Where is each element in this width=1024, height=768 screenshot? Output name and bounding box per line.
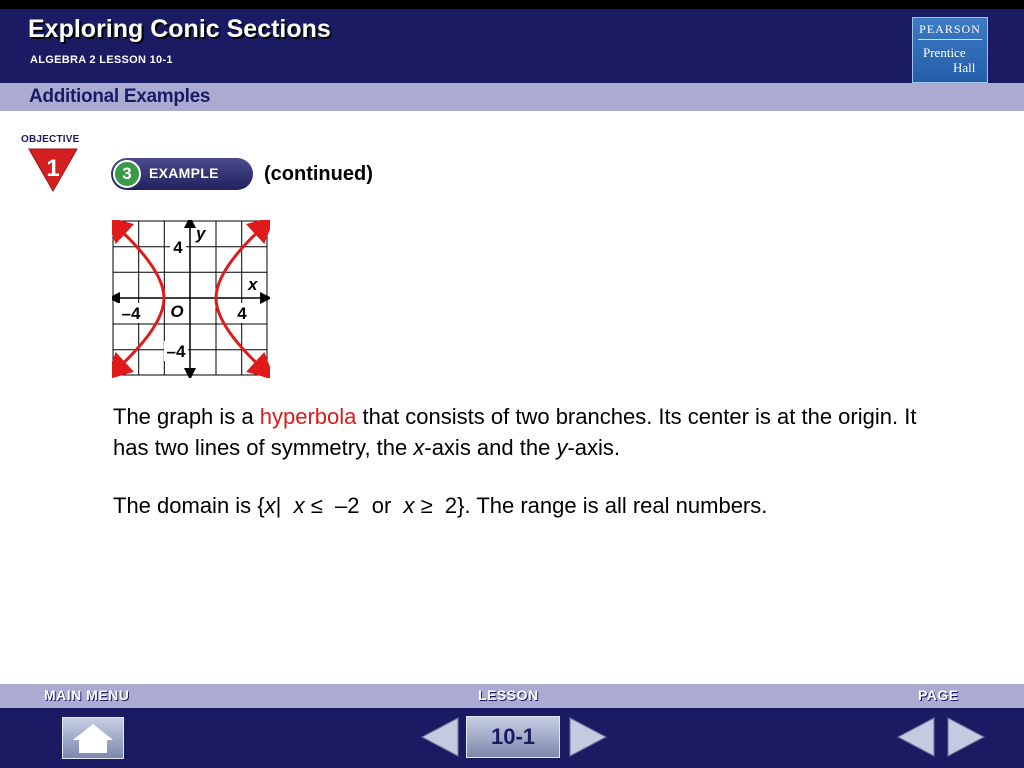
p1-part2: that consists of two branches. Its center is at the origin. It has two lines of symmetry, the <box>113 404 917 460</box>
p1-part1: The graph is a <box>113 404 260 429</box>
p2-sym1: ≤ <box>304 493 329 518</box>
p2-var1: x <box>264 493 276 518</box>
logo-rule <box>918 39 982 40</box>
page-prev-button[interactable] <box>896 716 936 758</box>
p2-sym2: ≥ <box>414 493 439 518</box>
p2-part2: | <box>275 493 294 518</box>
p2-part4: 2}. The range is all real numbers. <box>438 493 768 518</box>
lesson-label: LESSON <box>478 687 539 703</box>
page-title: Exploring Conic Sections <box>28 15 331 43</box>
objective-badge <box>21 134 91 194</box>
logo-publisher: PEARSON <box>919 22 981 36</box>
tick-y-pos: 4 <box>173 238 183 257</box>
navigation-bar <box>0 708 1024 768</box>
main-menu-button[interactable] <box>62 717 124 759</box>
page-label: PAGE <box>918 687 959 703</box>
y-axis-label: y <box>196 224 206 243</box>
tick-x-neg: –4 <box>121 304 141 323</box>
tick-x-pos: 4 <box>237 304 247 323</box>
p1-part3: -axis and the <box>424 435 557 460</box>
origin-label: O <box>170 302 184 321</box>
lesson-next-button[interactable] <box>568 716 608 758</box>
explanation-paragraph <box>113 401 933 463</box>
p2-var3: x <box>403 493 415 518</box>
example-badge <box>111 158 253 190</box>
lesson-number: 10-1 <box>466 716 560 758</box>
hyperbola-term: hyperbola <box>259 404 357 429</box>
lesson-subtitle: ALGEBRA 2 LESSON 10-1 <box>30 54 173 66</box>
footer-labels-bar <box>0 684 1024 708</box>
continued-label: (continued) <box>264 163 373 185</box>
logo-line1: Prentice <box>923 45 966 60</box>
p2-var2: x <box>293 493 305 518</box>
top-border <box>0 0 1024 9</box>
p2-part1: The domain is { <box>113 493 265 518</box>
main-menu-label: MAIN MENU <box>44 687 130 703</box>
p1-part4: -axis. <box>567 435 621 460</box>
domain-paragraph <box>113 490 933 521</box>
lesson-prev-button[interactable] <box>420 716 460 758</box>
header <box>0 9 1024 83</box>
objective-label: OBJECTIVE <box>21 134 80 145</box>
section-bar <box>0 83 1024 111</box>
x-axis-label: x <box>248 275 258 294</box>
page-next-button[interactable] <box>946 716 986 758</box>
logo-line2: Hall <box>953 60 976 75</box>
p2-part3: –2 or <box>328 493 404 518</box>
section-title: Additional Examples <box>29 86 211 107</box>
publisher-logo <box>912 17 988 83</box>
p1-var-x: x <box>413 435 425 460</box>
objective-number: 1 <box>46 155 60 182</box>
left-branch <box>116 226 164 298</box>
p1-var-y: y <box>556 435 568 460</box>
tick-y-neg: –4 <box>166 342 186 361</box>
objective-triangle-icon <box>21 134 91 194</box>
example-number: 3 <box>113 160 141 188</box>
home-icon <box>63 718 123 758</box>
hyperbola-graph <box>112 220 270 378</box>
example-label: EXAMPLE <box>149 165 219 181</box>
